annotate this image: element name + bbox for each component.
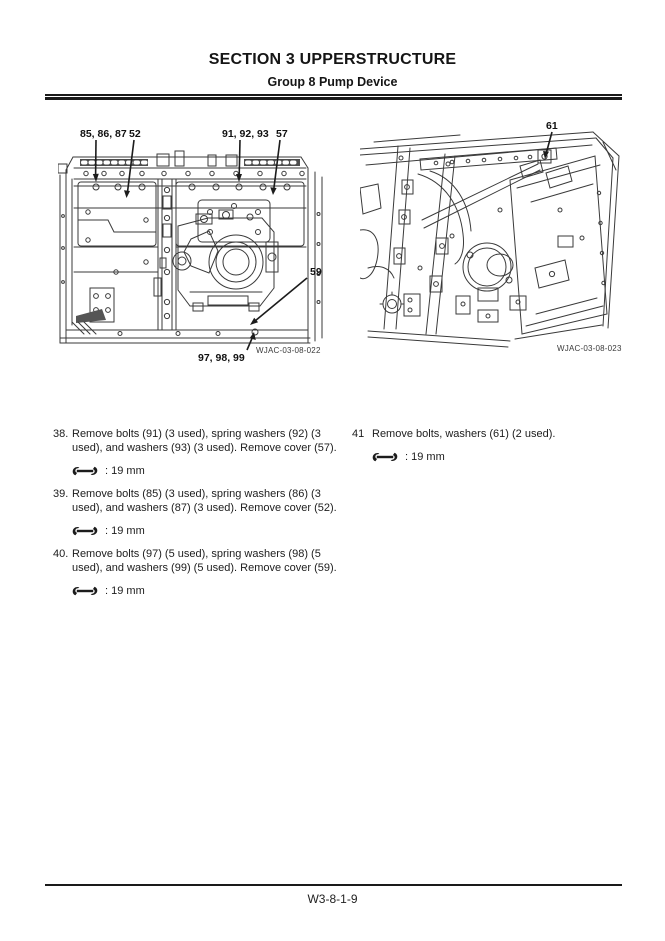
header-rule-thick	[45, 97, 622, 100]
tool-size-label: : 19 mm	[105, 585, 145, 597]
step-text: Remove bolts (85) (3 used), spring washers (86) (3 used), and washers (87) (3 used). Remove cover (52).	[72, 488, 337, 514]
page-title: SECTION 3 UPPERSTRUCTURE	[208, 51, 457, 68]
header-rule-thin	[45, 94, 622, 96]
figure-pump-covers	[58, 120, 330, 368]
step-number: 38.	[53, 428, 69, 440]
steps-column-left	[53, 427, 352, 607]
callout-85-86-87: 85, 86, 87	[80, 128, 127, 140]
tool-size-label: : 19 mm	[105, 465, 145, 477]
step-38	[53, 427, 352, 455]
step-text: Remove bolts, washers (61) (2 used).	[372, 428, 556, 440]
step-39	[53, 487, 352, 515]
wrench-icon	[72, 466, 98, 476]
tool-spec-39	[72, 524, 352, 538]
page-number: W3-8-1-9	[307, 892, 358, 906]
pump-covers-front-diagram	[58, 120, 330, 368]
line-art	[58, 151, 322, 343]
callout-52: 52	[129, 128, 141, 140]
callout-arrows	[96, 140, 307, 350]
steps-column-right	[352, 427, 625, 473]
figure-caption-left: WJAC-03-08-022	[256, 346, 321, 355]
tool-spec-38	[72, 464, 352, 478]
wrench-icon	[372, 452, 398, 462]
tool-size-label: : 19 mm	[405, 451, 445, 463]
callout-97-98-99: 97, 98, 99	[198, 352, 245, 364]
tool-spec-40	[72, 584, 352, 598]
callout-91-92-93: 91, 92, 93	[222, 128, 269, 140]
step-number: 39.	[53, 488, 69, 500]
step-41	[352, 427, 625, 441]
step-text: Remove bolts (91) (3 used), spring washers (92) (3 used), and washers (93) (3 used). Remove cover (57).	[72, 428, 337, 454]
footer-rule	[45, 884, 622, 886]
tool-spec-41	[372, 450, 625, 464]
wrench-icon	[72, 526, 98, 536]
step-number: 40.	[53, 548, 69, 560]
arrow-heads	[543, 151, 549, 159]
callout-57: 57	[276, 128, 288, 140]
page-subtitle: Group 8 Pump Device	[267, 75, 398, 89]
figure-caption-right: WJAC-03-08-023	[557, 344, 622, 353]
step-40	[53, 547, 352, 575]
header-rule	[45, 94, 622, 100]
arrow-heads	[93, 174, 277, 340]
wrench-icon	[72, 586, 98, 596]
step-text: Remove bolts (97) (5 used), spring washers (98) (5 used), and washers (99) (5 used). Remove cover (59).	[72, 548, 337, 574]
callout-61: 61	[546, 120, 558, 132]
callout-59: 59	[310, 266, 322, 278]
line-art	[360, 132, 619, 347]
figure-frame-perspective	[360, 118, 625, 363]
tool-size-label: : 19 mm	[105, 525, 145, 537]
frame-perspective-diagram	[360, 118, 625, 363]
step-number: 41	[352, 428, 365, 440]
